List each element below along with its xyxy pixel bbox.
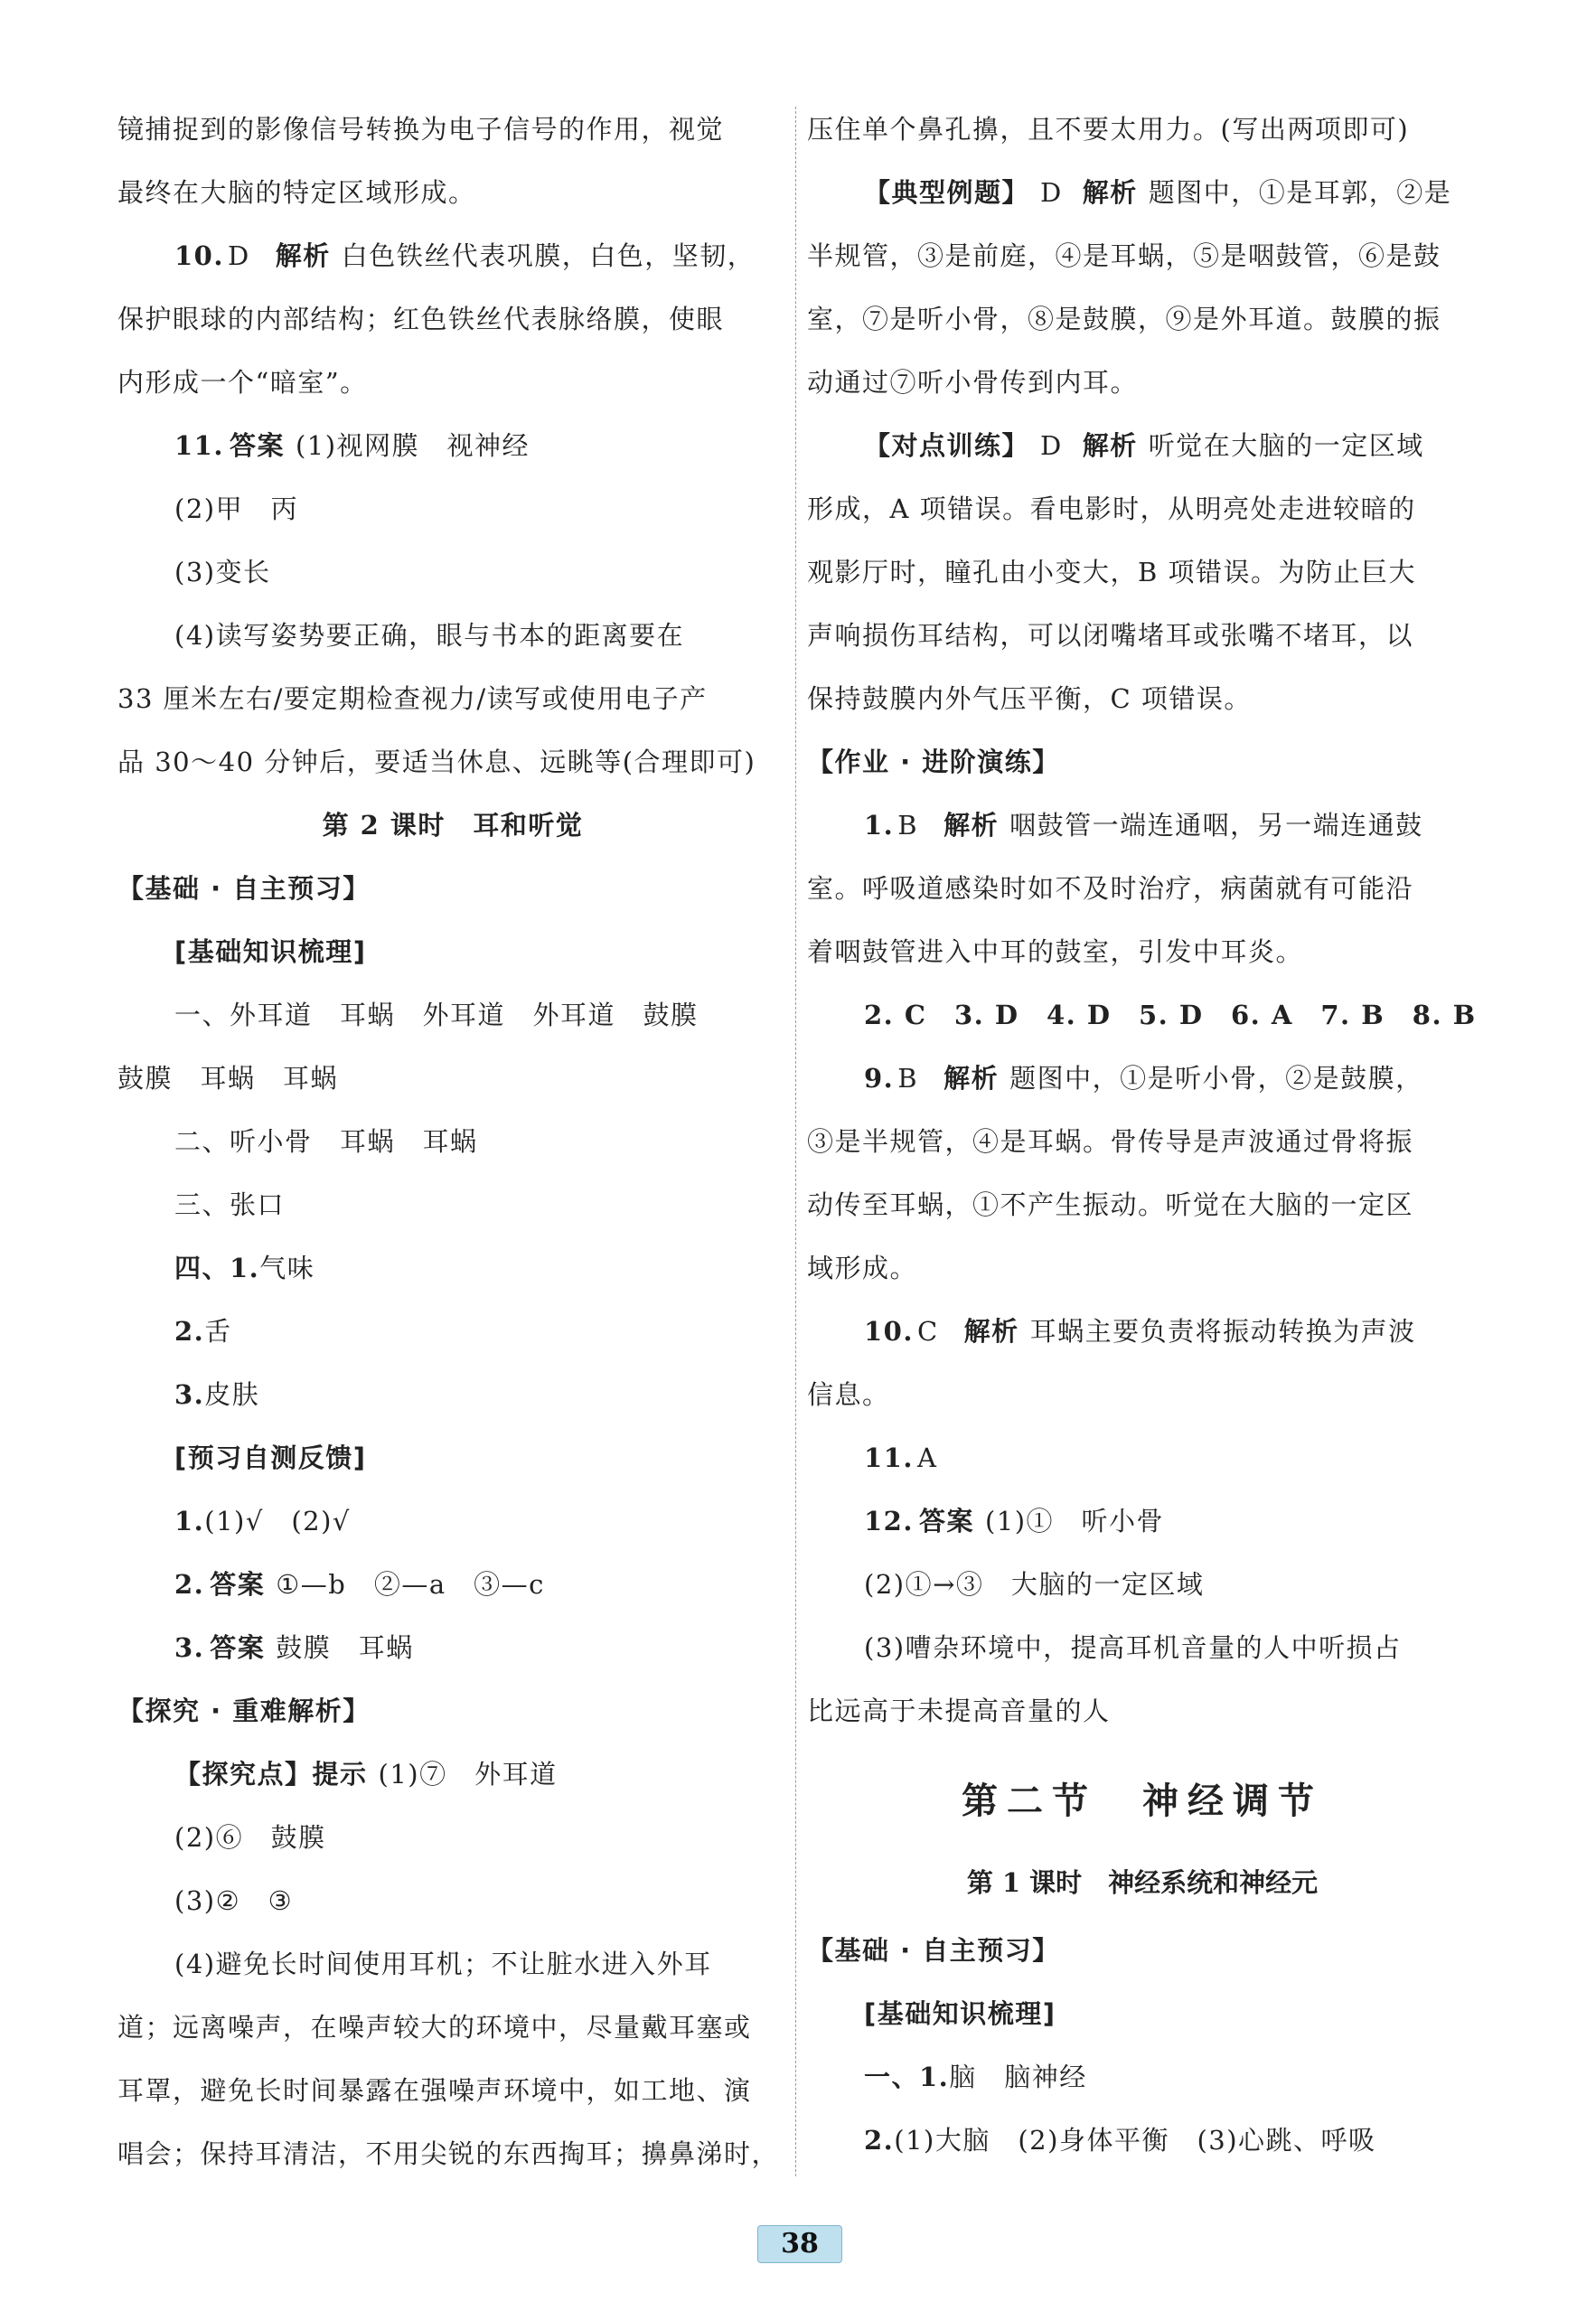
text-line xyxy=(117,98,788,161)
text-line xyxy=(807,161,1478,224)
text-line xyxy=(807,1679,1478,1743)
text-line xyxy=(117,1300,788,1363)
line-text: 气味 xyxy=(259,1253,315,1283)
text-line xyxy=(117,224,788,287)
item-number: 12. xyxy=(864,1506,914,1536)
text-line xyxy=(117,1743,788,1806)
text-line xyxy=(117,730,788,794)
line-text: 33 厘米左右/要定期检查视力/读写或使用电子产 xyxy=(117,683,708,714)
answer-tag: 答案 xyxy=(229,430,285,461)
right-column xyxy=(807,98,1478,2172)
answer-letter: A xyxy=(916,1442,938,1473)
text-line xyxy=(117,540,788,604)
answer-tag: 答案 xyxy=(918,1506,974,1536)
item-number: 2. xyxy=(174,1316,205,1347)
item-number: 一、1. xyxy=(864,2062,950,2092)
line-text: 最终在大脑的特定区域形成。 xyxy=(117,177,476,208)
line-text: 【作业 · 进阶演练】 xyxy=(807,747,1060,777)
text-line xyxy=(807,1047,1478,1110)
text-line xyxy=(807,1363,1478,1426)
item-number: 10. xyxy=(174,240,224,271)
text-line xyxy=(117,1616,788,1679)
answer-tag: 解析 xyxy=(275,240,331,271)
line-text: 皮肤 xyxy=(204,1379,260,1410)
line-text: 室，⑦是听小骨，⑧是鼓膜，⑨是外耳道。鼓膜的振 xyxy=(807,304,1441,334)
line-text: 【探究 · 重难解析】 xyxy=(117,1696,371,1726)
answer-tag: 解析 xyxy=(944,1063,1000,1094)
text-line xyxy=(807,604,1478,667)
line-text: ③是半规管，④是耳蜗。骨传导是声波通过骨将振 xyxy=(807,1126,1414,1157)
line-text: 着咽鼓管进入中耳的鼓室，引发中耳炎。 xyxy=(807,936,1304,967)
text-line xyxy=(807,1173,1478,1236)
line-text: 【基础 · 自主预习】 xyxy=(117,873,371,904)
text-line xyxy=(117,414,788,477)
text-line xyxy=(807,857,1478,920)
line-text: 一、外耳道 耳蜗 外耳道 外耳道 鼓膜 xyxy=(174,1000,699,1030)
section-heading xyxy=(807,1982,1478,2045)
item-number: 11. xyxy=(864,1442,914,1473)
lesson-title xyxy=(117,794,788,857)
answer-tag: 【典型例题】 xyxy=(864,177,1030,208)
line-text: 保持鼓膜内外气压平衡，C 项错误。 xyxy=(807,683,1252,714)
line-text: (1)大脑 (2)身体平衡 (3)心跳、呼吸 xyxy=(894,2125,1376,2156)
text-line xyxy=(117,2122,788,2185)
line-text: (3)② ③ xyxy=(174,1885,294,1916)
line-text: (1)√ (2)√ xyxy=(204,1506,351,1536)
line-text: [基础知识梳理] xyxy=(864,1998,1056,2029)
item-number: 1. xyxy=(864,810,895,841)
line-text: 脑 脑神经 xyxy=(949,2062,1087,2092)
line-text: (4)避免长时间使用耳机；不让脏水进入外耳 xyxy=(174,1949,712,1979)
text-line xyxy=(117,1996,788,2059)
section-heading xyxy=(117,1426,788,1489)
text-line xyxy=(117,604,788,667)
line-text: 唱会；保持耳清洁，不用尖锐的东西掏耳；擤鼻涕时， xyxy=(117,2138,780,2169)
analysis-tag: 解析 xyxy=(1082,177,1138,208)
text-line xyxy=(807,667,1478,730)
line-text: 域形成。 xyxy=(807,1253,918,1283)
section-heading xyxy=(117,920,788,983)
text-line xyxy=(117,1236,788,1300)
item-number: 2. xyxy=(174,1569,205,1600)
line-text: (4)读写姿势要正确，眼与书本的距离要在 xyxy=(174,620,685,651)
line-text: 观影厅时，瞳孔由小变大，B 项错误。为防止巨大 xyxy=(807,557,1417,587)
line-text: 道；远离噪声，在噪声较大的环境中，尽量戴耳塞或 xyxy=(117,2012,752,2043)
text-line xyxy=(117,1932,788,1996)
text-line xyxy=(807,477,1478,540)
line-text: 动传至耳蜗，①不产生振动。听觉在大脑的一定区 xyxy=(807,1189,1414,1220)
item-number: 11. xyxy=(174,430,224,461)
line-text: [基础知识梳理] xyxy=(174,936,367,967)
line-text: 耳罩，避免长时间暴露在强噪声环境中，如工地、演 xyxy=(117,2075,752,2106)
text-line xyxy=(117,1047,788,1110)
line-text: 舌 xyxy=(204,1316,232,1347)
text-line xyxy=(807,1553,1478,1616)
line-text: ①—b ②—a ③—c xyxy=(276,1569,545,1600)
answer-tag: 【对点训练】 xyxy=(864,430,1030,461)
item-number: 3. xyxy=(174,1632,205,1663)
item-number: 9. xyxy=(864,1063,895,1094)
chapter-title: 第二节 神经调节 xyxy=(962,1780,1323,1822)
line-text: 动通过⑦听小骨传到内耳。 xyxy=(807,367,1139,398)
line-text: (1)视网膜 视神经 xyxy=(295,430,530,461)
text-line xyxy=(807,287,1478,351)
line-text: (2)①→③ 大脑的一定区域 xyxy=(864,1569,1205,1600)
answer-tag: 解析 xyxy=(944,810,1000,841)
line-text: (3)变长 xyxy=(174,557,271,587)
line-text: 镜捕捉到的影像信号转换为电子信号的作用，视觉 xyxy=(117,114,725,145)
text-line xyxy=(117,2059,788,2122)
text-line xyxy=(117,983,788,1047)
section-heading xyxy=(117,857,788,920)
line-text: 鼓膜 耳蜗 xyxy=(276,1632,414,1663)
text-line xyxy=(807,2109,1478,2172)
line-text: 听觉在大脑的一定区域 xyxy=(1148,430,1424,461)
lesson-title: 第 1 课时 神经系统和神经元 xyxy=(966,1867,1319,1898)
section-heading xyxy=(117,1679,788,1743)
line-text: 鼓膜 耳蜗 耳蜗 xyxy=(117,1063,339,1094)
text-line xyxy=(117,351,788,414)
line-text: 保护眼球的内部结构；红色铁丝代表脉络膜，使眼 xyxy=(117,304,725,334)
line-text: 白色铁丝代表巩膜，白色，坚韧， xyxy=(341,240,756,271)
line-text: (1)① 听小骨 xyxy=(984,1506,1165,1536)
text-line xyxy=(117,1363,788,1426)
answer-tag: 答案 xyxy=(210,1569,266,1600)
answer-letter: B xyxy=(897,810,919,841)
text-line xyxy=(117,1553,788,1616)
text-line xyxy=(117,1173,788,1236)
text-line xyxy=(807,920,1478,983)
left-column xyxy=(117,98,788,2185)
text-line xyxy=(807,1236,1478,1300)
line-text: 二、听小骨 耳蜗 耳蜗 xyxy=(174,1126,478,1157)
text-line xyxy=(117,477,788,540)
line-text: 比远高于未提高音量的人 xyxy=(807,1696,1111,1726)
column-divider xyxy=(795,107,796,2176)
line-text: 第 2 课时 耳和听觉 xyxy=(322,810,584,841)
line-text: 咽鼓管一端连通咽，另一端连通鼓 xyxy=(1009,810,1423,841)
answer-tag: 答案 xyxy=(210,1632,266,1663)
line-text: (2)甲 丙 xyxy=(174,493,299,524)
line-text: (1)⑦ 外耳道 xyxy=(378,1759,558,1790)
analysis-tag: 解析 xyxy=(1082,430,1138,461)
text-line xyxy=(807,224,1478,287)
text-line xyxy=(117,667,788,730)
line-text: 【基础 · 自主预习】 xyxy=(807,1935,1060,1966)
text-line xyxy=(807,1426,1478,1489)
line-text: 题图中，①是听小骨，②是鼓膜， xyxy=(1009,1063,1423,1094)
text-line xyxy=(807,1489,1478,1553)
text-line xyxy=(807,983,1478,1047)
line-text: 声响损伤耳结构，可以闭嘴堵耳或张嘴不堵耳，以 xyxy=(807,620,1414,651)
answer-tag: 解析 xyxy=(963,1316,1019,1347)
text-line xyxy=(117,1489,788,1553)
item-number: 2. xyxy=(864,2125,895,2156)
answer-letter: D xyxy=(227,240,250,271)
text-line xyxy=(117,1110,788,1173)
line-text: (2)⑥ 鼓膜 xyxy=(174,1822,326,1853)
text-line xyxy=(117,1806,788,1869)
text-line xyxy=(117,161,788,224)
line-text: 2. C 3. D 4. D 5. D 6. A 7. B 8. B xyxy=(864,1000,1477,1030)
answer-letter: D xyxy=(1040,430,1063,461)
answer-tag: 【探究点】提示 xyxy=(174,1759,368,1790)
text-line xyxy=(807,1110,1478,1173)
text-line xyxy=(807,794,1478,857)
line-text: 压住单个鼻孔擤，且不要太用力。(写出两项即可) xyxy=(807,114,1410,145)
section-heading xyxy=(807,1919,1478,1982)
line-text: 耳蜗主要负责将振动转换为声波 xyxy=(1029,1316,1416,1347)
line-text: 题图中，①是耳郭，②是 xyxy=(1148,177,1452,208)
line-text: 信息。 xyxy=(807,1379,890,1410)
text-line xyxy=(117,1869,788,1932)
text-line xyxy=(807,1300,1478,1363)
answer-letter: B xyxy=(897,1063,919,1094)
item-number: 3. xyxy=(174,1379,205,1410)
item-number: 10. xyxy=(864,1316,914,1347)
line-text: 三、张口 xyxy=(174,1189,286,1220)
line-text: 品 30～40 分钟后，要适当休息、远眺等(合理即可) xyxy=(117,747,756,777)
line-text: 形成，A 项错误。看电影时，从明亮处走进较暗的 xyxy=(807,493,1416,524)
section-heading xyxy=(807,730,1478,794)
text-line xyxy=(807,1616,1478,1679)
text-line xyxy=(807,351,1478,414)
line-text: 半规管，③是前庭，④是耳蜗，⑤是咽鼓管，⑥是鼓 xyxy=(807,240,1441,271)
line-text: 室。呼吸道感染时如不及时治疗，病菌就有可能沿 xyxy=(807,873,1414,904)
text-line xyxy=(807,98,1478,161)
answer-letter: C xyxy=(916,1316,939,1347)
page-number: 38 xyxy=(757,2225,842,2263)
item-number: 1. xyxy=(174,1506,205,1536)
line-text: [预习自测反馈] xyxy=(174,1442,367,1473)
text-line xyxy=(807,2045,1478,2109)
item-number: 四、1. xyxy=(174,1253,260,1283)
text-line xyxy=(117,287,788,351)
text-line xyxy=(807,540,1478,604)
line-text: 内形成一个“暗室”。 xyxy=(117,367,368,398)
text-line xyxy=(807,414,1478,477)
answer-letter: D xyxy=(1040,177,1063,208)
line-text: (3)嘈杂环境中，提高耳机音量的人中听损占 xyxy=(864,1632,1402,1663)
